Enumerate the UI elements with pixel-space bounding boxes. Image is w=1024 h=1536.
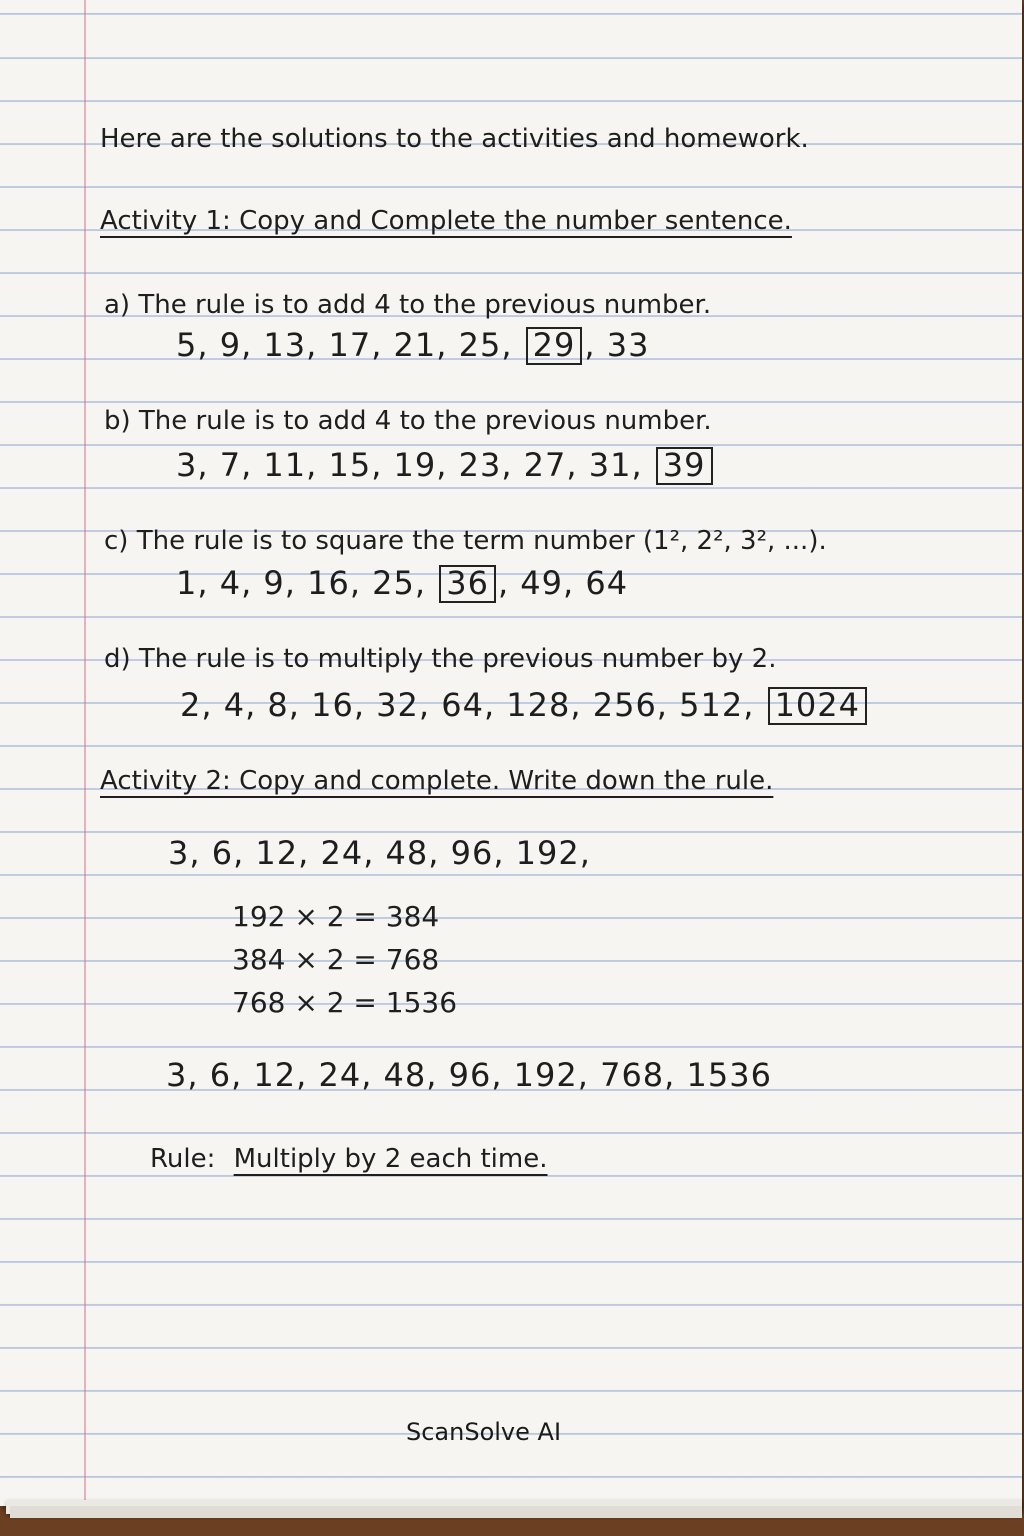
page-stack-edge-lower	[10, 1506, 1022, 1518]
sequence-a-after: , 33	[584, 326, 650, 364]
rule-label: Rule:	[150, 1144, 216, 1174]
rule-answer: Multiply by 2 each time.	[233, 1144, 548, 1174]
sequence-c-after: , 49, 64	[497, 564, 629, 602]
intro-text: Here are the solutions to the activities and homework.	[100, 124, 809, 154]
rule-b: b) The rule is to add 4 to the previous number.	[104, 406, 712, 436]
rule-d: d) The rule is to multiply the previous number by 2.	[104, 644, 777, 674]
rule-c: c) The rule is to square the term number (1², 2², 3², ...).	[104, 526, 827, 556]
sequence-d	[180, 686, 869, 725]
calculation-3: 768 × 2 = 1536	[232, 986, 458, 1019]
sequence-d-before: 2, 4, 8, 16, 32, 64, 128, 256, 512,	[180, 686, 766, 724]
activity2-sequence: 3, 6, 12, 24, 48, 96, 192,	[168, 834, 591, 872]
boxed-answer-c: 36	[439, 565, 496, 603]
sequence-b-before: 3, 7, 11, 15, 19, 23, 27, 31,	[176, 446, 654, 484]
sequence-a	[176, 326, 649, 365]
sequence-c	[176, 564, 628, 603]
sequence-a-before: 5, 9, 13, 17, 21, 25,	[176, 326, 524, 364]
watermark-footer: ScanSolve AI	[406, 1418, 562, 1446]
calculation-1: 192 × 2 = 384	[232, 900, 440, 933]
boxed-answer-b: 39	[656, 447, 713, 485]
sequence-c-before: 1, 4, 9, 16, 25,	[176, 564, 438, 602]
rule-a: a) The rule is to add 4 to the previous number.	[104, 290, 712, 320]
sequence-b	[176, 446, 715, 485]
boxed-answer-a: 29	[526, 327, 583, 365]
activity2-completed-sequence: 3, 6, 12, 24, 48, 96, 192, 768, 1536	[166, 1056, 772, 1094]
calculation-2: 384 × 2 = 768	[232, 943, 440, 976]
margin-line	[84, 0, 86, 1506]
rule-line	[150, 1144, 548, 1174]
activity1-heading: Activity 1: Copy and Complete the number sentence.	[100, 206, 792, 236]
boxed-answer-d: 1024	[768, 687, 867, 725]
activity2-heading: Activity 2: Copy and complete. Write down the rule.	[100, 766, 774, 796]
